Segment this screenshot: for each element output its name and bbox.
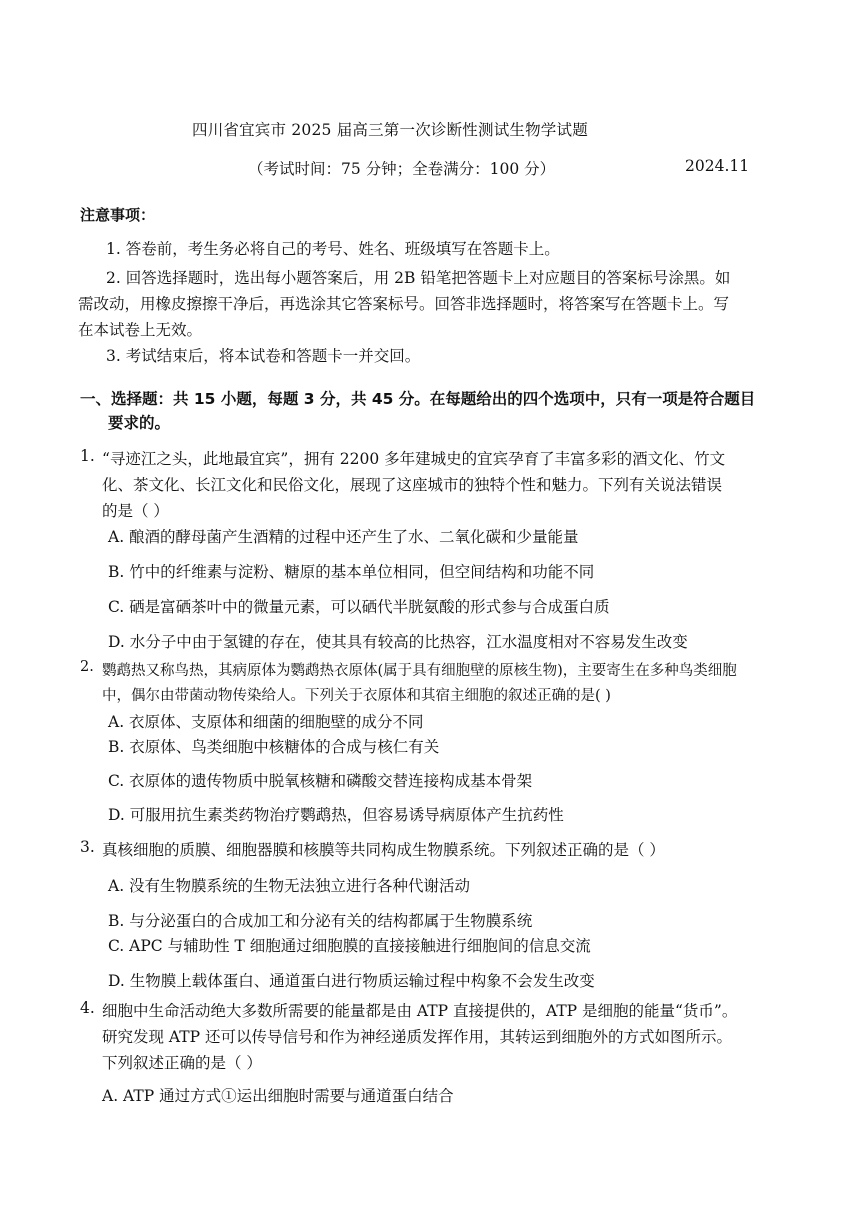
note-line: 2. 回答选择题时，选出每小题答案后，用 2B 铅笔把答题卡上对应题目的答案标号涂黑。如 <box>106 269 731 287</box>
question-number: 3. <box>80 838 95 856</box>
option-b: B. 与分泌蛋白的合成加工和分泌有关的结构都属于生物膜系统 <box>108 912 533 930</box>
section-heading: 一、选择题：共 15 小题，每题 3 分，共 45 分。在每题给出的四个选项中，只有一项是符合题目 <box>80 390 756 408</box>
question-stem: 化、茶文化、长江文化和民俗文化，展现了这座城市的独特个性和魅力。下列有关说法错误 <box>102 476 723 494</box>
option-a: A. 衣原体、支原体和细菌的细胞壁的成分不同 <box>108 713 424 731</box>
exam-info: （考试时间：75 分钟；全卷满分：100 分） <box>248 160 556 178</box>
notes-heading: 注意事项： <box>80 206 156 224</box>
question-stem: 下列叙述正确的是（ ） <box>102 1054 262 1072</box>
option-b: B. 衣原体、鸟类细胞中核糖体的合成与核仁有关 <box>108 738 440 756</box>
option-d: D. 可服用抗生素类药物治疗鹦鹉热，但容易诱导病原体产生抗药性 <box>108 806 564 824</box>
section-heading-cont: 要求的。 <box>108 414 171 432</box>
exam-date: 2024.11 <box>685 157 750 175</box>
note-line: 3. 考试结束后，将本试卷和答题卡一并交回。 <box>106 347 421 365</box>
option-c: C. 硒是富硒茶叶中的微量元素，可以硒代半胱氨酸的形式参与合成蛋白质 <box>108 598 610 616</box>
question-stem: “寻迹江之头，此地最宜宾”，拥有 2200 多年建城史的宜宾孕育了丰富多彩的酒文化、竹文 <box>102 450 726 468</box>
question-number: 1. <box>80 447 95 465</box>
question-stem: 鹦鹉热又称鸟热，其病原体为鹦鹉热衣原体(属于具有细胞壁的原核生物)，主要寄生在多种鸟类细胞 <box>102 663 737 679</box>
note-line: 在本试卷上无效。 <box>78 321 203 339</box>
question-number: 4. <box>80 999 95 1017</box>
option-a: A. 没有生物膜系统的生物无法独立进行各种代谢活动 <box>108 877 471 895</box>
note-line: 需改动，用橡皮擦擦干净后，再选涂其它答案标号。回答非选择题时，将答案写在答题卡上。写 <box>78 295 730 313</box>
question-number: 2. <box>80 659 94 675</box>
question-stem: 的是（ ） <box>102 502 169 520</box>
option-d: D. 水分子中由于氢键的存在，使其具有较高的比热容，江水温度相对不容易发生改变 <box>108 633 688 651</box>
option-c: C. APC 与辅助性 T 细胞通过细胞膜的直接接触进行细胞间的信息交流 <box>108 937 591 955</box>
option-b: B. 竹中的纤维素与淀粉、糖原的基本单位相同，但空间结构和功能不同 <box>108 563 595 581</box>
question-stem: 中，偶尔由带菌动物传染给人。下列关于衣原体和其宿主细胞的叙述正确的是( ) <box>102 688 611 704</box>
note-line: 1. 答卷前，考生务必将自己的考号、姓名、班级填写在答题卡上。 <box>106 240 560 258</box>
option-c: C. 衣原体的遗传物质中脱氧核糖和磷酸交替连接构成基本骨架 <box>108 772 533 790</box>
question-stem: 真核细胞的质膜、细胞器膜和核膜等共同构成生物膜系统。下列叙述正确的是（ ） <box>102 841 665 859</box>
option-d: D. 生物膜上载体蛋白、通道蛋白进行物质运输过程中构象不会发生改变 <box>108 972 595 990</box>
question-stem: 研究发现 ATP 还可以传导信号和作为神经递质发挥作用，其转运到细胞外的方式如图所示。 <box>102 1028 732 1046</box>
option-a: A. ATP 通过方式①运出细胞时需要与通道蛋白结合 <box>102 1087 454 1105</box>
option-a: A. 酿酒的酵母菌产生酒精的过程中还产生了水、二氧化碳和少量能量 <box>108 528 579 546</box>
exam-title: 四川省宜宾市 2025 届高三第一次诊断性测试生物学试题 <box>192 121 588 139</box>
question-stem: 细胞中生命活动绝大多数所需要的能量都是由 ATP 直接提供的，ATP 是细胞的能量“货币”。 <box>102 1002 738 1020</box>
